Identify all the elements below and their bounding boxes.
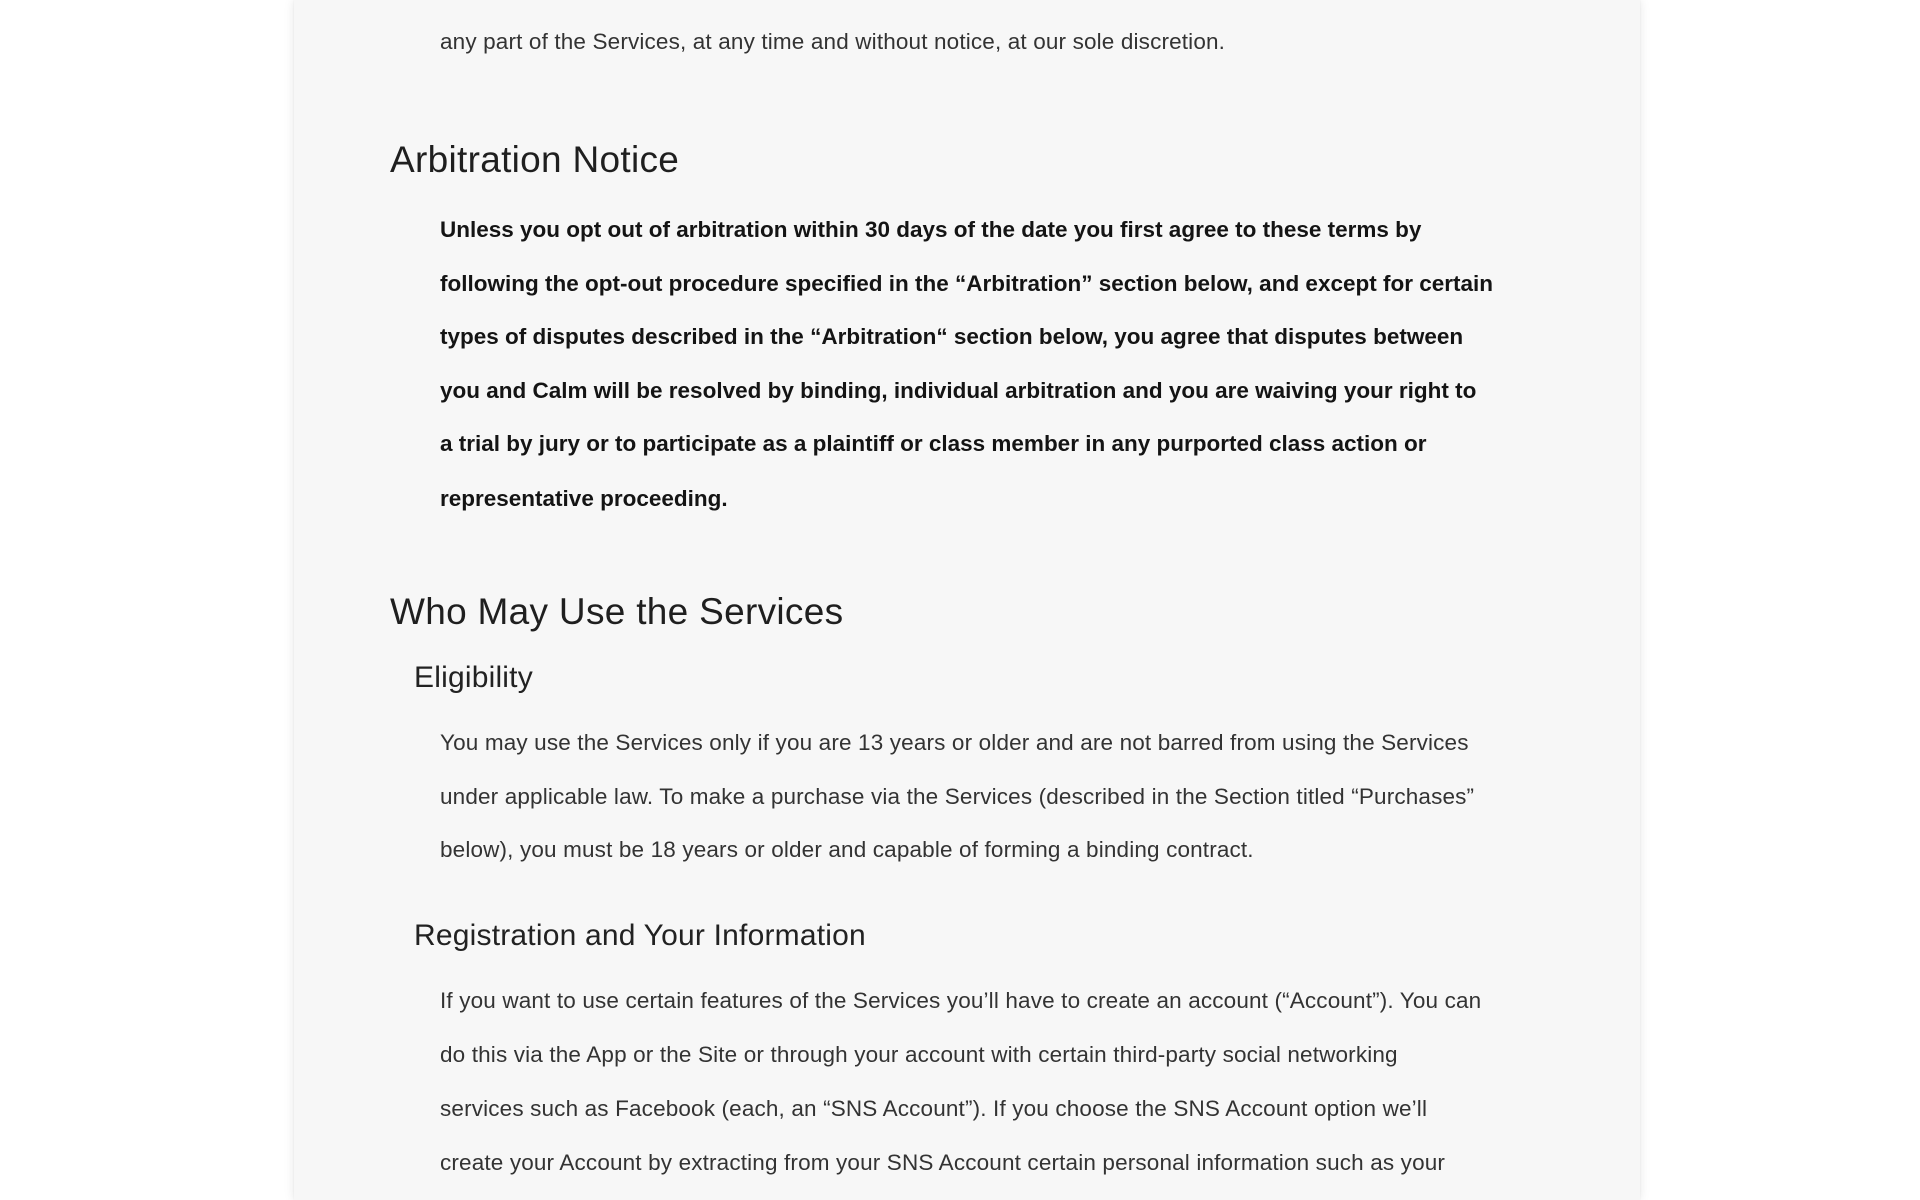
paragraph-line: do this via the App or the Site or through your account with certain third-party social networking xyxy=(440,1042,1398,1067)
paragraph-line: a trial by jury or to participate as a plaintiff or class member in any purported class action or xyxy=(440,431,1427,456)
paragraph-line: services such as Facebook (each, an “SNS Account”). If you choose the SNS Account option we’ll xyxy=(440,1096,1428,1121)
paragraph-line: Unless you opt out of arbitration within 30 days of the date you first agree to these terms by xyxy=(440,217,1422,242)
paragraph-line: create your Account by extracting from your SNS Account certain personal information such as your xyxy=(440,1150,1446,1175)
terms-document-card xyxy=(294,0,1640,1200)
paragraph-line: types of disputes described in the “Arbitration“ section below, you agree that disputes between xyxy=(440,324,1464,349)
paragraph-line: following the opt-out procedure specified in the “Arbitration” section below, and except for certain xyxy=(440,271,1494,296)
eligibility-heading: Eligibility xyxy=(414,661,533,694)
who-may-use-heading: Who May Use the Services xyxy=(390,591,844,632)
arbitration-notice-heading: Arbitration Notice xyxy=(390,139,680,180)
paragraph-line: below), you must be 18 years or older and capable of forming a binding contract. xyxy=(440,837,1254,862)
paragraph-line: you and Calm will be resolved by binding, individual arbitration and you are waiving your right to xyxy=(440,378,1477,403)
previous-section-last-line: any part of the Services, at any time and without notice, at our sole discretion. xyxy=(440,29,1226,54)
registration-heading: Registration and Your Information xyxy=(414,919,866,952)
paragraph-line: under applicable law. To make a purchase via the Services (described in the Section titled “Purchases” xyxy=(440,784,1475,809)
paragraph-line: If you want to use certain features of the Services you’ll have to create an account (“Account”). You can xyxy=(440,988,1482,1013)
paragraph-line: You may use the Services only if you are 13 years or older and are not barred from using the Services xyxy=(440,730,1469,755)
paragraph-line: representative proceeding. xyxy=(440,486,728,511)
